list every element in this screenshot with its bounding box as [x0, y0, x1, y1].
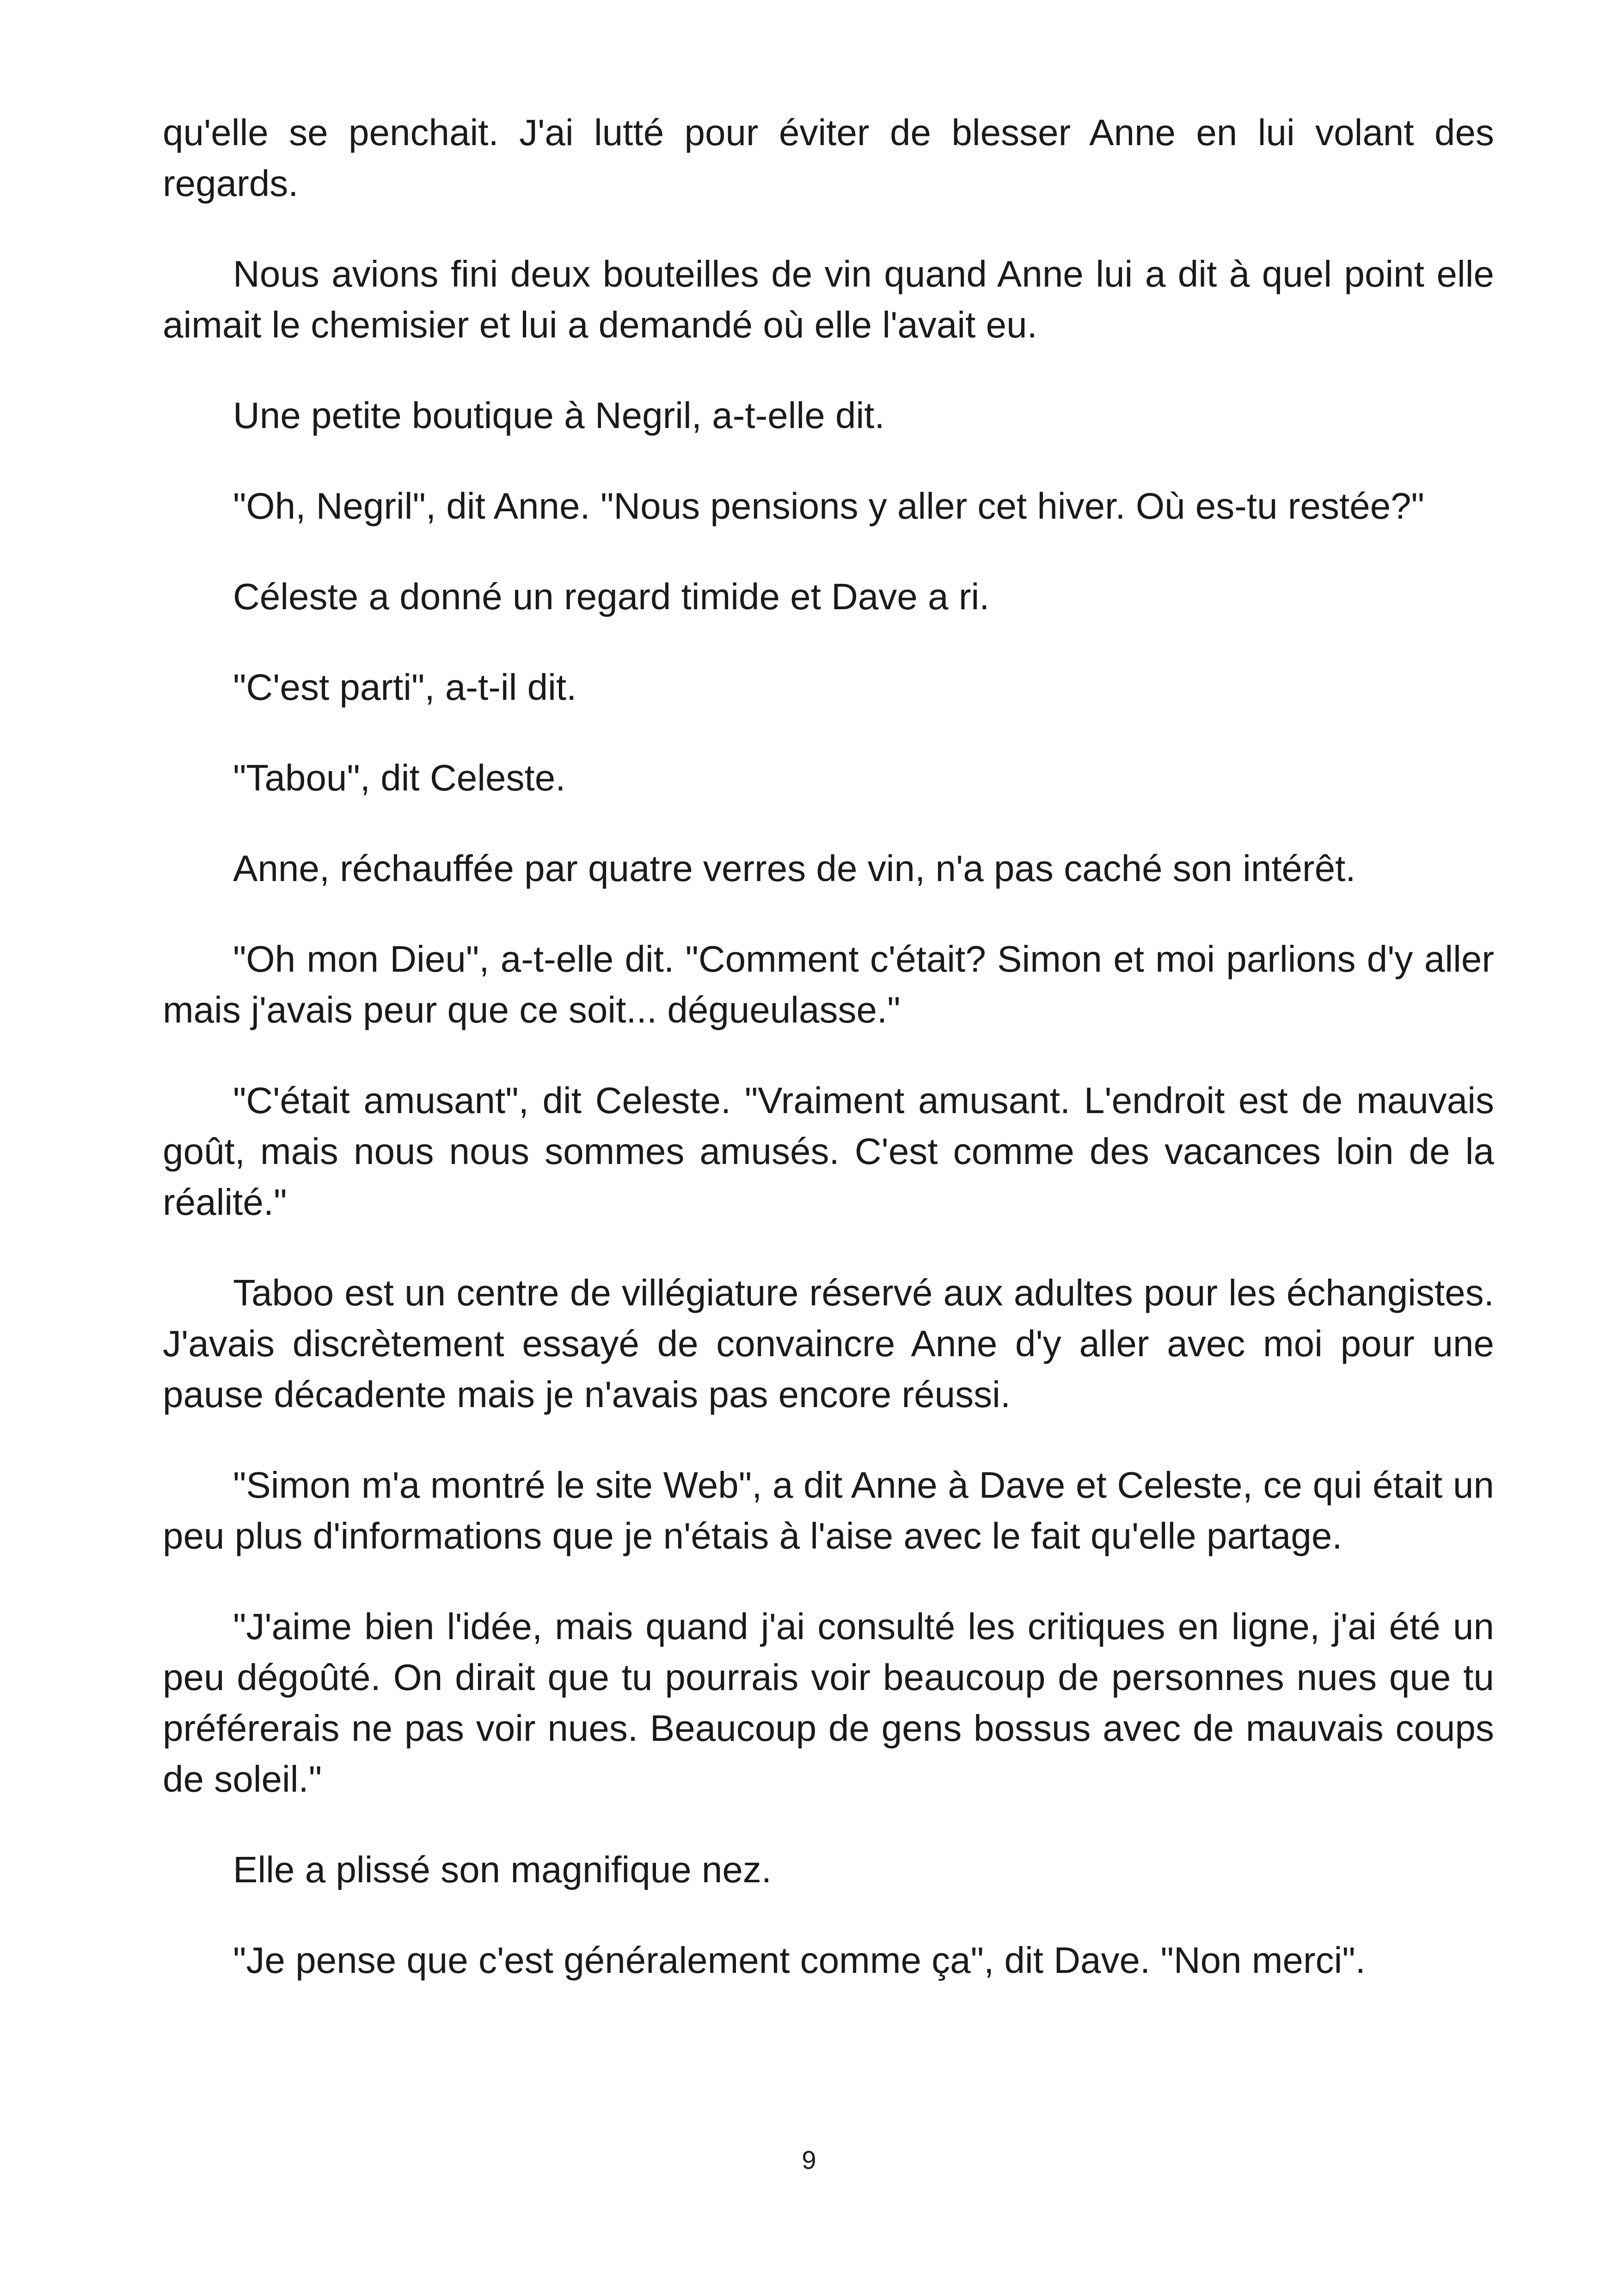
paragraph: Anne, réchauffée par quatre verres de vin, n'a pas caché son intérêt.	[233, 848, 1356, 889]
paragraph: "Oh mon Dieu", a-t-elle dit. "Comment c'était? Simon et moi parlions d'y aller mais j'avais peur que ce soit... dégueulasse."	[163, 938, 1494, 1030]
paragraph: "J'aime bien l'idée, mais quand j'ai consulté les critiques en ligne, j'ai été un peu dégoûté. On dirait que tu pourrais voir beaucoup de personnes nues que tu préférerais ne pas voir nues. Beaucoup de gens bossus avec de mauvais coups de soleil."	[163, 1606, 1494, 1800]
paragraph: Elle a plissé son magnifique nez.	[233, 1849, 772, 1890]
paragraph: "Oh, Negril", dit Anne. "Nous pensions y aller cet hiver. Où es-tu restée?"	[233, 485, 1425, 527]
paragraph: "C'est parti", a-t-il dit.	[233, 667, 577, 708]
paragraph: Une petite boutique à Negril, a-t-elle dit.	[233, 395, 885, 436]
paragraph: "Tabou", dit Celeste.	[233, 757, 566, 798]
paragraph: "Je pense que c'est généralement comme ça", dit Dave. "Non merci".	[233, 1940, 1366, 1981]
paragraph: Nous avions fini deux bouteilles de vin quand Anne lui a dit à quel point elle aimait le chemisier et lui a demandé où elle l'avait eu.	[163, 253, 1494, 345]
paragraph: "Simon m'a montré le site Web", a dit Anne à Dave et Celeste, ce qui était un peu plus d'informations que je n'étais à l'aise avec le fait qu'elle partage.	[163, 1464, 1494, 1556]
paragraph: Taboo est un centre de villégiature réservé aux adultes pour les échangistes. J'avais discrètement essayé de convaincre Anne d'y aller avec moi pour une pause décadente mais je n'avais pas encore réussi.	[163, 1272, 1494, 1415]
page-number: 9	[802, 2145, 816, 2174]
paragraph: qu'elle se penchait. J'ai lutté pour éviter de blesser Anne en lui volant des regards.	[163, 112, 1494, 204]
paragraph: Céleste a donné un regard timide et Dave a ri.	[233, 576, 990, 617]
paragraph: "C'était amusant", dit Celeste. "Vraiment amusant. L'endroit est de mauvais goût, mais nous nous sommes amusés. C'est comme des vacances loin de la réalité."	[163, 1080, 1494, 1223]
body-text	[163, 107, 1494, 2026]
